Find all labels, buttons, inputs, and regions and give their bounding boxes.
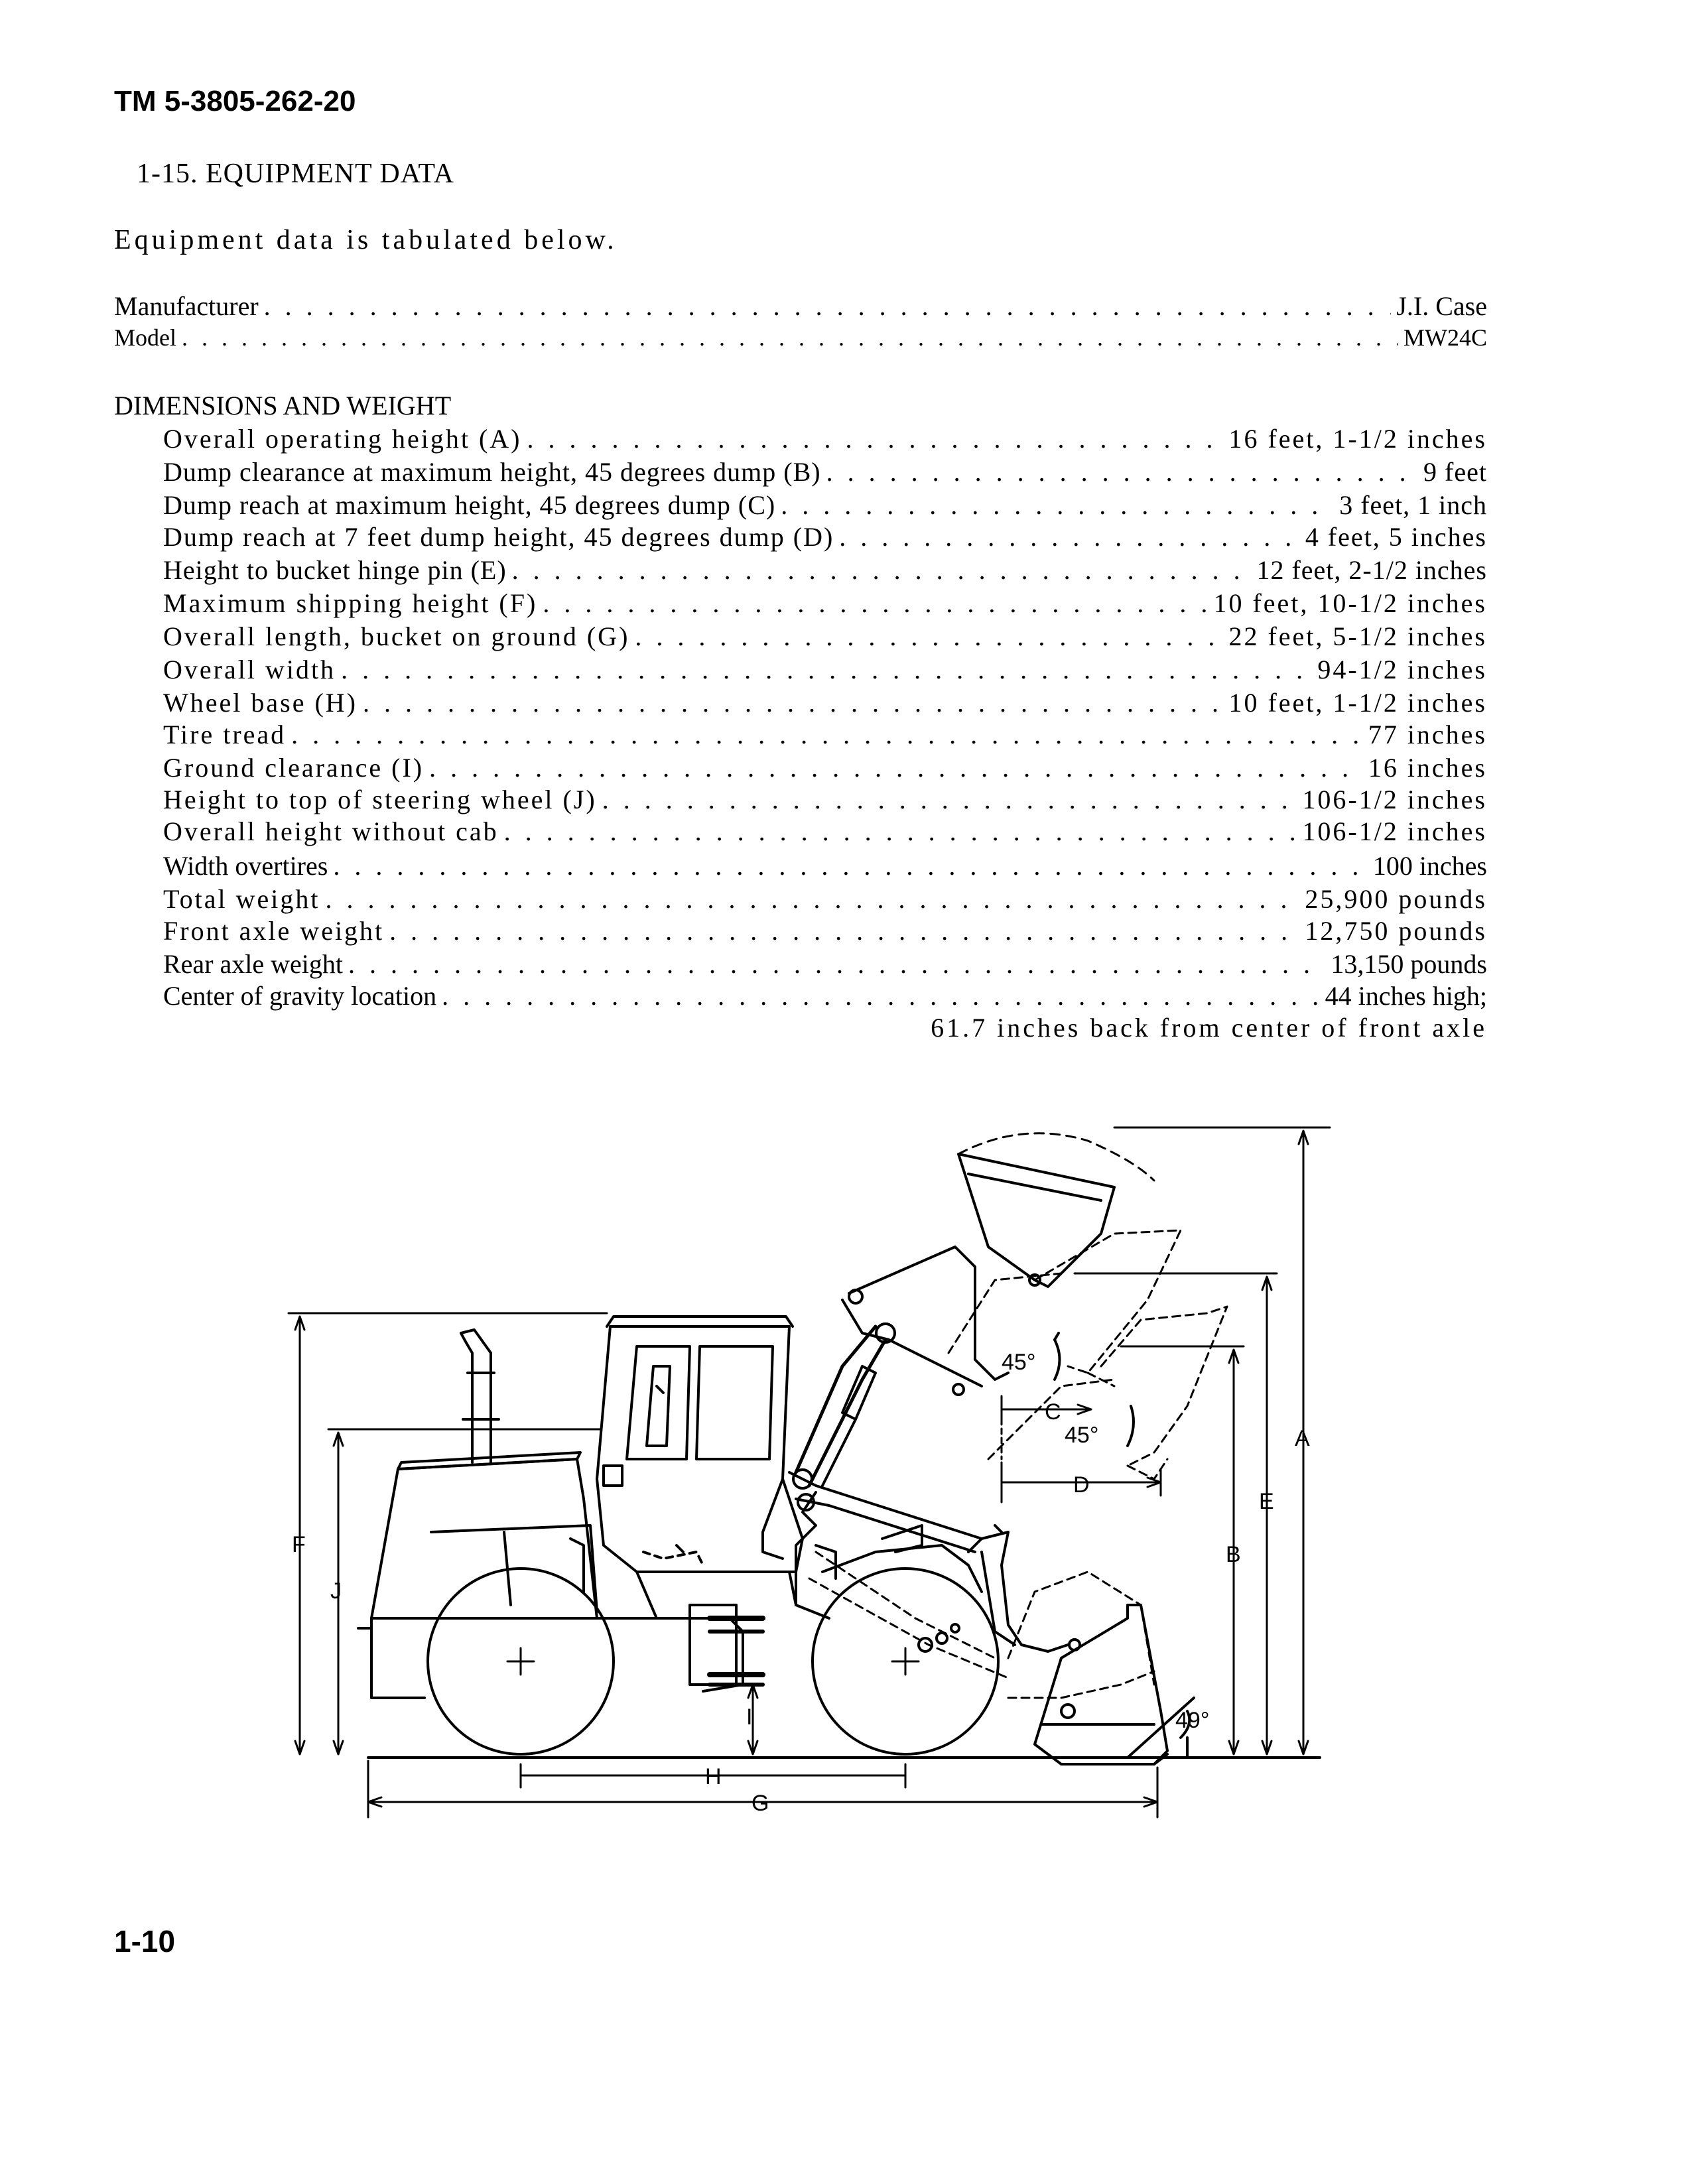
section-title: 1-15. EQUIPMENT DATA — [137, 159, 455, 189]
data-row-value: 12 feet, 2-1/2 inches — [1256, 555, 1487, 585]
data-row-value: 44 inches high; — [1325, 981, 1487, 1011]
data-row-label: Front axle weight — [163, 916, 385, 946]
data-row-value: 16 inches — [1368, 753, 1487, 783]
data-row-label: Height to top of steering wheel (J) — [163, 785, 597, 814]
label-d: D — [1073, 1472, 1090, 1498]
data-row-value: 106-1/2 inches — [1302, 785, 1487, 814]
data-row-value: MW24C — [1404, 324, 1487, 351]
data-row-value: 4 feet, 5 inches — [1305, 522, 1487, 552]
engine-hood — [371, 1459, 597, 1618]
data-row-label: Wheel base (H) — [163, 688, 358, 718]
data-row-label: Height to bucket hinge pin (E) — [163, 555, 507, 585]
label-b: B — [1226, 1542, 1241, 1567]
data-row-label: Ground clearance (I) — [163, 753, 424, 783]
data-row-value: 106-1/2 inches — [1302, 816, 1487, 846]
data-row-value: 22 feet, 5-1/2 inches — [1228, 621, 1487, 651]
data-row-value: 10 feet, 10-1/2 inches — [1213, 588, 1487, 618]
data-row-label: Overall height without cab — [163, 816, 499, 846]
data-row-value: 94-1/2 inches — [1317, 655, 1487, 684]
data-row-label: Dump clearance at maximum height, 45 degrees dump (B) — [163, 457, 821, 487]
data-row-value: 10 feet, 1-1/2 inches — [1228, 688, 1487, 718]
cab-front-window — [696, 1346, 773, 1459]
label-j: J — [330, 1578, 342, 1604]
data-row-value: 13,150 pounds — [1331, 949, 1487, 979]
dimensions-heading: DIMENSIONS AND WEIGHT — [114, 391, 452, 420]
page-number: 1-10 — [114, 1924, 176, 1959]
exhaust-stack — [472, 1419, 491, 1462]
data-row-value: 16 feet, 1-1/2 inches — [1228, 424, 1487, 454]
label-f: F — [292, 1532, 306, 1557]
data-row-label: Rear axle weight — [163, 949, 343, 979]
center-of-gravity-continuation: 61.7 inches back from center of front axle — [931, 1013, 1487, 1043]
data-row-value: 25,900 pounds — [1305, 884, 1487, 914]
cab-door-window — [627, 1346, 690, 1459]
angle-label-rollback: 49° — [1175, 1708, 1210, 1733]
label-i: I — [746, 1704, 753, 1730]
data-row-value: 100 inches — [1372, 851, 1487, 881]
data-row-label: Manufacturer — [114, 291, 259, 321]
label-g: G — [751, 1791, 769, 1816]
label-a: A — [1295, 1426, 1310, 1451]
data-row-label: Overall length, bucket on ground (G) — [163, 621, 630, 651]
data-row-value: 3 feet, 1 inch — [1339, 490, 1487, 520]
label-h: H — [705, 1764, 722, 1789]
dump-position-bucket — [1035, 1230, 1181, 1373]
section-intro: Equipment data is tabulated below. — [114, 225, 618, 255]
document-number: TM 5-3805-262-20 — [114, 85, 356, 117]
data-row-value: 9 feet — [1423, 457, 1487, 487]
label-c: C — [1045, 1399, 1061, 1425]
angle-label-upper: 45° — [1002, 1350, 1036, 1375]
data-row-label: Total weight — [163, 884, 320, 914]
data-row-value: J.I. Case — [1396, 291, 1487, 321]
data-row-label: Overall operating height (A) — [163, 424, 522, 454]
data-row-value: 77 inches — [1368, 720, 1487, 749]
data-row-label: Maximum shipping height (F) — [163, 588, 538, 618]
raised-bucket — [958, 1154, 1114, 1287]
data-row-label: Dump reach at 7 feet dump height, 45 degrees dump (D) — [163, 522, 834, 552]
label-e: E — [1259, 1489, 1274, 1514]
data-row-label: Overall width — [163, 655, 336, 684]
angle-label-lower: 45° — [1065, 1423, 1099, 1448]
data-row-label: Tire tread — [163, 720, 287, 749]
data-row-value: 12,750 pounds — [1305, 916, 1487, 946]
data-row-label: Center of gravity location — [163, 981, 437, 1011]
data-row-label: Model — [114, 324, 176, 351]
data-row-label: Dump reach at maximum height, 45 degrees dump (C) — [163, 490, 776, 520]
data-row-label: Width overtires — [163, 851, 328, 881]
